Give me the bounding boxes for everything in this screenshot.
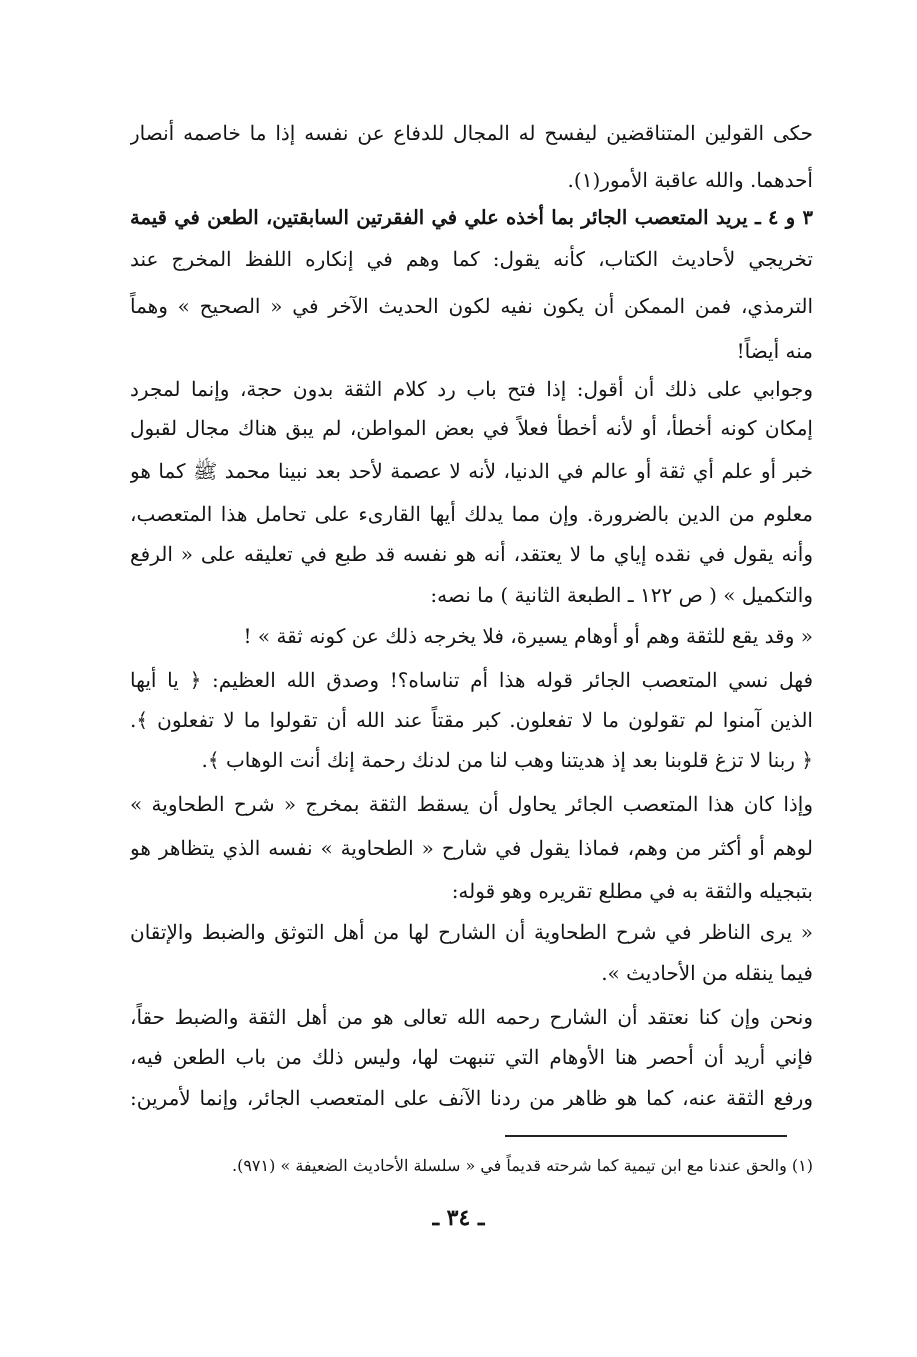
text-line-11: وأنه يقول في نقده إياي ما لا يعتقد، أنه هو نفسه قد طبع في تعليقه على « الرفع — [130, 542, 813, 566]
text-line-18: ونحن وإن كنا نعتقد أن الشارح رحمه الله تعالى هو من أهل الثقة والضبط حقاً، — [130, 1005, 813, 1029]
quote-line-2: « يرى الناظر في شرح الطحاوية أن الشارح لها من أهل التوثق والضبط والإتقان — [130, 920, 813, 944]
footnote: (١) والحق عندنا مع ابن تيمية كما شرحته قديماً في « سلسلة الأحاديث الضعيفة » (٩٧١). — [232, 1156, 813, 1175]
text-line-3: ٣ و ٤ ـ يريد المتعصب الجائر بما أخذه علي في الفقرتين السابقتين، الطعن في قيمة — [130, 206, 813, 229]
verse-line: ﴿ ربنا لا تزغ قلوبنا بعد إذ هديتنا وهب لنا من لدنك رحمة إنك أنت الوهاب ﴾. — [201, 748, 813, 772]
text-line-15: وإذا كان هذا المتعصب الجائر يحاول أن يسقط الثقة بمخرج « شرح الطحاوية » — [130, 792, 813, 816]
quote-line-3: فيما ينقله من الأحاديث ». — [601, 961, 813, 985]
quote-line-1: « وقد يقع للثقة وهم أو أوهام يسيرة، فلا يخرجه ذلك عن كونه ثقة » ! — [243, 624, 813, 648]
footnote-divider — [505, 1135, 787, 1137]
text-line-14: الذين آمنوا لم تقولون ما لا تفعلون. كبر مقتاً عند الله أن تقولوا ما لا تفعلون ﴾. — [130, 708, 813, 732]
text-line-1: حكى القولين المتناقضين ليفسح له المجال للدفاع عن نفسه إذا ما خاصمه أنصار — [130, 121, 813, 145]
text-line-2: أحدهما. والله عاقبة الأمور(١). — [567, 168, 813, 192]
text-line-16: لوهم أو أكثر من وهم، فماذا يقول في شارح « الطحاوية » نفسه الذي يتظاهر هو — [130, 836, 813, 860]
text-line-13: فهل نسي المتعصب الجائر قوله هذا أم تناساه؟! وصدق الله العظيم: ﴿ يا أيها — [130, 668, 813, 692]
text-line-5: الترمذي، فمن الممكن أن يكون نفيه لكون الحديث الآخر في « الصحيح » وهماً — [130, 294, 813, 318]
text-line-10: معلوم من الدين بالضرورة. وإن مما يدلك أيها القارىء على تحامل هذا المتعصب، — [130, 502, 813, 526]
text-line-12: والتكميل » ( ص ١٢٢ ـ الطبعة الثانية ) ما نصه: — [430, 583, 813, 607]
page-number: ـ ٣٤ ـ — [432, 1205, 485, 1231]
text-line-4: تخريجي لأحاديث الكتاب، كأنه يقول: كما وهم في إنكاره اللفظ المخرج عند — [130, 247, 813, 271]
text-line-17: بتبجيله والثقة به في مطلع تقريره وهو قوله: — [451, 879, 813, 903]
text-line-20: ورفع الثقة عنه، كما هو ظاهر من ردنا الآنف على المتعصب الجائر، وإنما لأمرين: — [130, 1086, 813, 1110]
text-line-6: منه أيضاً! — [736, 339, 813, 363]
text-line-8: إمكان كونه أخطأ، أو لأنه أخطأ فعلاً في بعض المواطن، لم يبق هناك مجال لقبول — [130, 416, 813, 440]
text-line-7: وجوابي على ذلك أن أقول: إذا فتح باب رد كلام الثقة بدون حجة، وإنما لمجرد — [130, 377, 813, 401]
text-line-9: خبر أو علم أي ثقة أو عالم في الدنيا، لأنه لا عصمة لأحد بعد نبينا محمد ﷺ كما هو — [130, 459, 813, 483]
text-line-19: فإني أريد أن أحصر هنا الأوهام التي تنبهت لها، وليس ذلك من باب الطعن فيه، — [130, 1045, 813, 1069]
